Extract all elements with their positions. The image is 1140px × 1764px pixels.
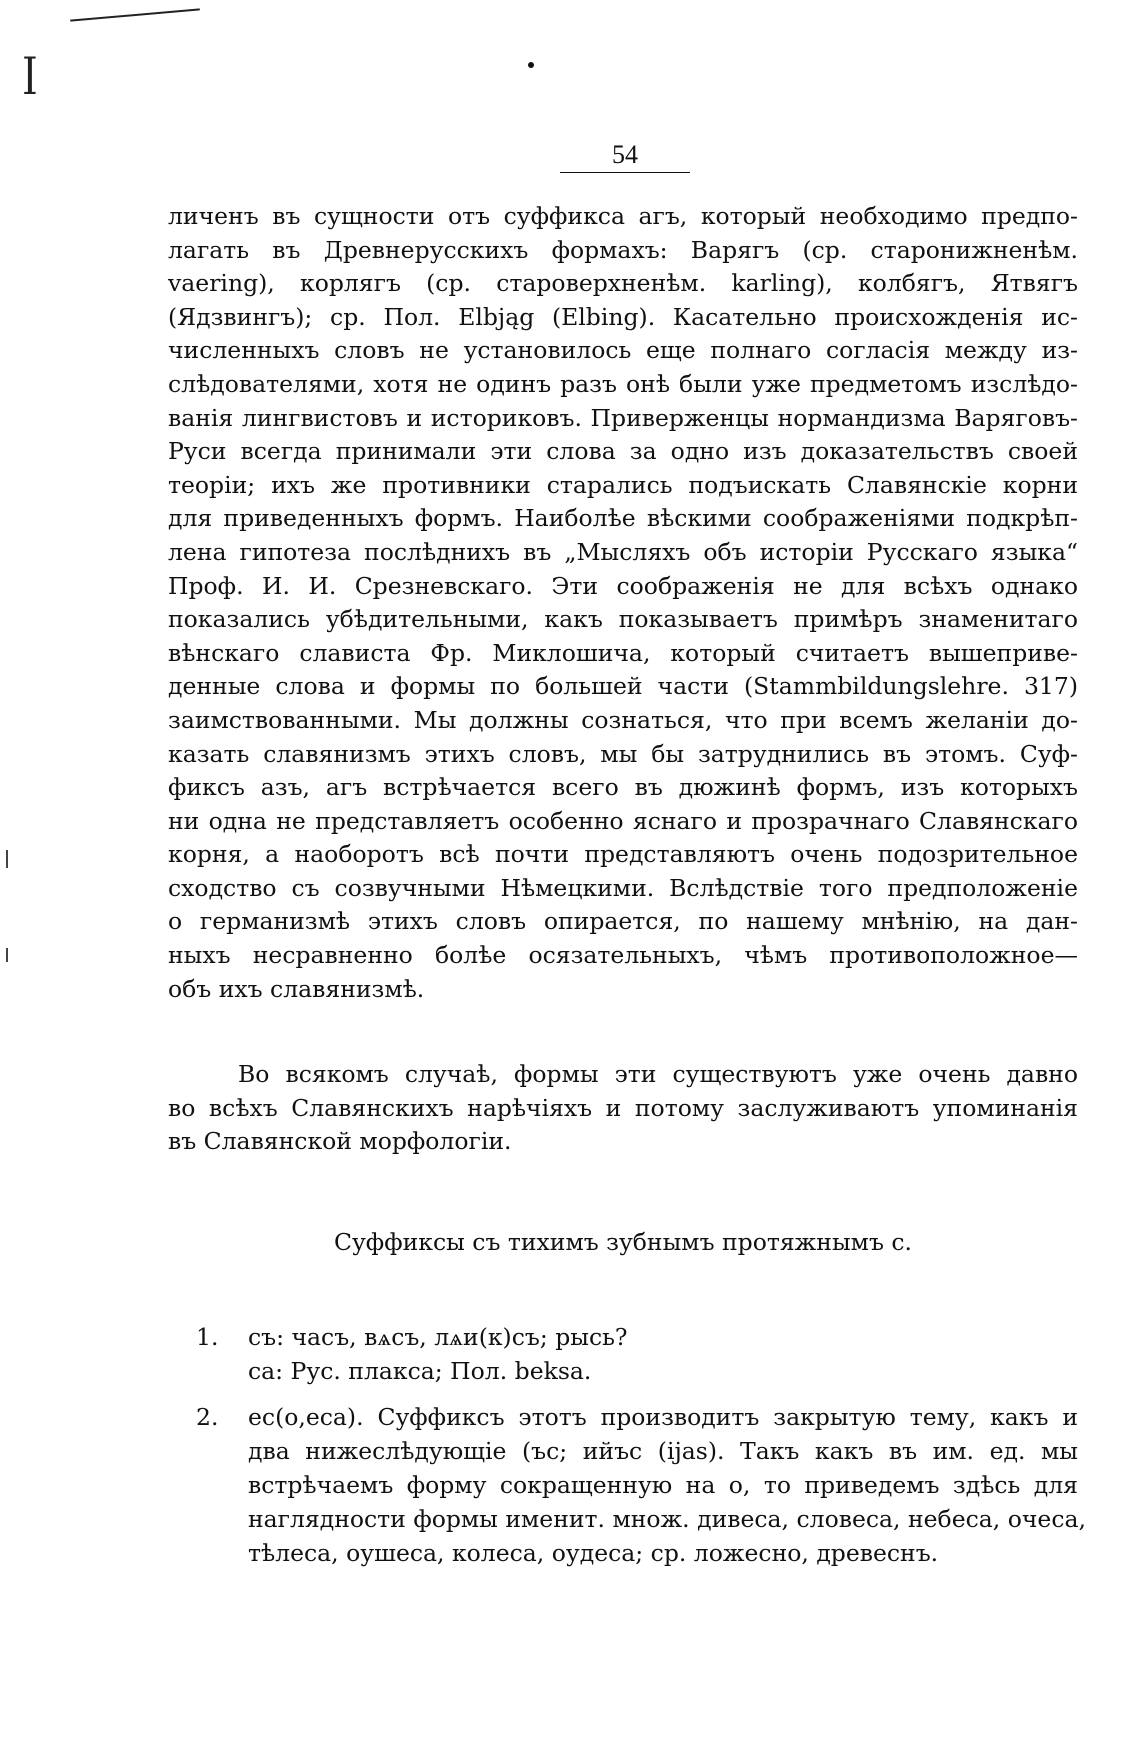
text-line: численныхъ словъ не установилось еще полнаго согласія между из- [168,336,1078,365]
text-line: наглядности формы именит. множ. дивеса, словеса, небеса, очеса, [248,1505,1086,1533]
text-line: объ ихъ славянизмѣ. [168,974,425,1003]
text-line: Руси всегда принимали эти слова за одно изъ доказательствъ своей [168,437,1078,466]
text-line: Во всякомъ случаѣ, формы эти существуютъ уже очень давно [238,1060,1078,1088]
text-line: лена гипотеза послѣднихъ въ „Мысляхъ объ исторіи Русскаго языка“ [168,537,1078,566]
paragraph-1 [168,200,1078,1006]
text-line: ес(о,еса). Суффиксъ этотъ производитъ закрытую тему, какъ и [248,1403,1078,1431]
scan-artifact-line [70,8,200,21]
text-line: личенъ въ сущности отъ суффикса агъ, который необходимо предпо- [168,202,1078,230]
text-line: встрѣчаемъ форму сокращенную на о, то приведемъ здѣсь для [248,1471,1078,1499]
text-line: фиксъ азъ, агъ встрѣчается всего въ дюжинѣ формъ, изъ которыхъ [168,773,1078,802]
list-item-number: 1. [196,1323,219,1351]
text-line: ныхъ несравненно болѣе осязательныхъ, чѣмъ противоположное— [168,941,1078,970]
text-line: заимствованными. Мы должны сознаться, что при всемъ желаніи до- [168,705,1078,734]
text-line: съ: часъ, вѧсъ, лѧи(к)съ; рысь? [248,1323,628,1351]
text-line: въ Славянской морфологіи. [168,1127,512,1156]
text-line: слѣдователями, хотя не одинъ разъ онѣ были уже предметомъ изслѣдо- [168,369,1078,398]
page-number: 54 [612,140,638,169]
list-item [168,1320,1078,1388]
text-line: теоріи; ихъ же противники старались подъискать Славянскіе корни [168,470,1078,499]
text-line: вѣнскаго слависта Фр. Миклошича, который считаетъ вышеприве- [168,638,1078,667]
text-line: сходство съ созвучными Нѣмецкими. Вслѣдствіе того предположеніе [168,873,1078,902]
page-number-rule [560,172,690,173]
paragraph-2 [168,1058,1078,1159]
text-line: показались убѣдительными, какъ показываетъ примѣръ знаменитаго [168,605,1078,634]
text-line: казать славянизмъ этихъ словъ, мы бы затруднились въ этомъ. Суф- [168,739,1078,768]
section-heading: Суффиксы съ тихимъ зубнымъ протяжнымъ с. [334,1228,912,1256]
text-line: корня, а наоборотъ всѣ почти представляютъ очень подозрительное [168,840,1078,869]
list-item [168,1400,1086,1570]
text-line: о германизмѣ этихъ словъ опирается, по нашему мнѣнію, на дан- [168,907,1078,936]
text-line: два нижеслѣдующіе (ъс; ийъс (ijas). Такъ какъ въ им. ед. мы [248,1437,1078,1465]
text-line: лагать въ Древнерусскихъ формахъ: Варягъ (ср. старонижненѣм. [168,235,1078,264]
edge-mark [6,850,8,868]
list-item-number: 2. [196,1403,219,1431]
text-line: vaering), корлягъ (ср. староверхненѣм. karling), колбягъ, Ятвягъ [168,269,1078,298]
text-line: денные слова и формы по большей части (Stammbildungslehre. 317) [168,672,1078,701]
text-line: во всѣхъ Славянскихъ нарѣчіяхъ и потому заслуживаютъ упоминанія [168,1093,1078,1122]
text-line: (Ядзвингъ); ср. Пол. Elbjąg (Elbing). Касательно происхожденія ис- [168,302,1078,331]
scan-artifact-mark: ꟾ [22,58,38,104]
text-line: для приведенныхъ формъ. Наиболѣе вѣскими соображеніями подкрѣп- [168,504,1078,533]
text-line: ни одна не представляетъ особенно яснаго и прозрачнаго Славянскаго [168,806,1078,835]
edge-mark [6,948,8,962]
scan-artifact-dot [528,62,534,68]
suffix-list [168,1320,1086,1582]
text-line: Проф. И. И. Срезневскаго. Эти соображенія не для всѣхъ однако [168,571,1078,600]
text-line: тѣлеса, оушеса, колеса, оудеса; ср. ложесно, древеснъ. [248,1539,939,1567]
text-line: ванія лингвистовъ и историковъ. Приверженцы нормандизма Варяговъ- [168,403,1078,432]
text-line: са: Рус. плакса; Пол. beksa. [248,1357,592,1385]
